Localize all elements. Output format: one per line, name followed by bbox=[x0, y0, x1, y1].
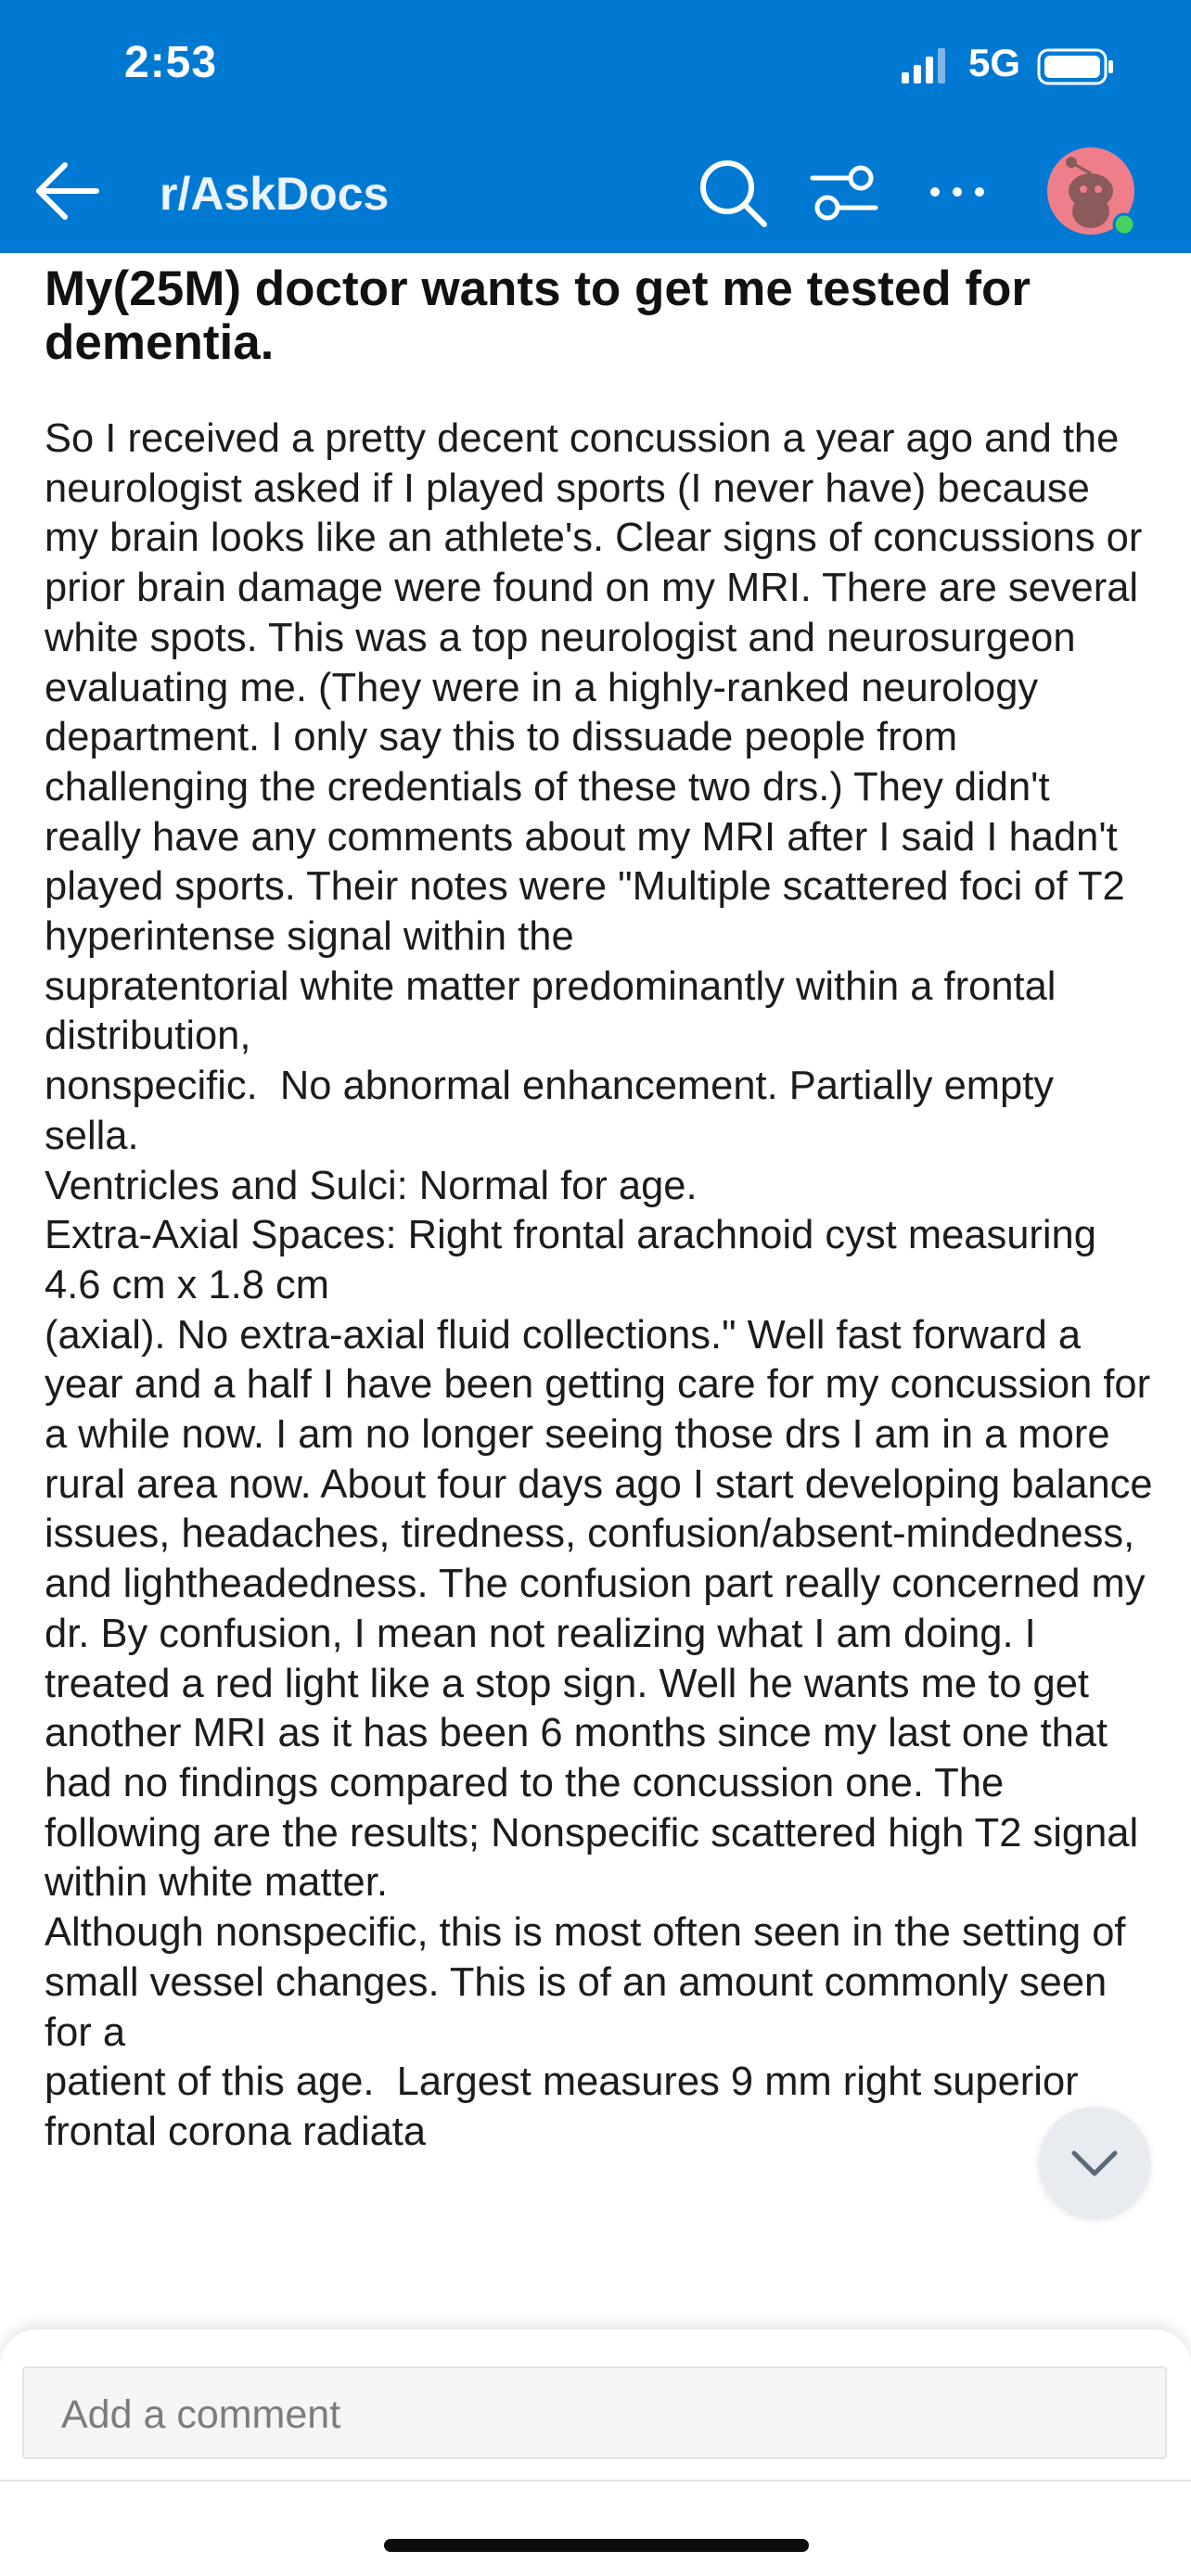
post-title: My(25M) doctor wants to get me tested for dementia. bbox=[45, 261, 1031, 370]
back-arrow-icon[interactable] bbox=[32, 156, 102, 226]
comment-input[interactable]: Add a comment bbox=[22, 2366, 1167, 2459]
sort-filter-icon[interactable] bbox=[807, 159, 881, 226]
network-label: 5G bbox=[968, 41, 1021, 84]
more-dots-icon[interactable] bbox=[922, 163, 992, 221]
search-icon[interactable] bbox=[696, 156, 770, 230]
subreddit-title[interactable]: r/AskDocs bbox=[160, 168, 390, 220]
home-indicator[interactable] bbox=[384, 2539, 809, 2552]
post-content[interactable] bbox=[0, 253, 1191, 2330]
online-status-dot bbox=[1114, 214, 1134, 235]
post-body: So I received a pretty decent concussion a year ago and the neurologist asked if I played sports (I never have) because my brain looks like an athlete's. Clear signs of concussions or prior brain damage were found on my MRI. There are several white spots. This was a top neurologist and neurosurgeon evaluating me. (They were in a highly-ranked neurology department. I only say this to dissuade people from challenging the credentials of these two drs.) They didn't really have any comments about my MRI after I said I hadn't played sports. Their notes were "Multiple scattered foci of T2 hyperintense signal within the supratentorial white matter predominantly within a frontal distribution, nonspecific. No abnormal enhancement. Partially empty sella. Ventricles and Sulci: Normal for age. Extra-Axial Spaces: Right frontal arachnoid cyst measuring 4.6 cm x 1.8 cm (axial). No extra-axial fluid collections." Well fast forward a year and a half I have been getting care for my concussion for a while now. I am no longer seeing those drs I am in a more rural area now. About four days ago I start developing balance issues, headaches, tiredness, confusion/absent-mindedness, and lightheadedness. The confusion part really concerned my dr. By confusion, I mean not realizing what I am doing. I treated a red light like a stop sign. Well he wants me to get another MRI as it has been 6 months since my last one that had no findings compared to the concussion one. The following are the results; Nonspecific scattered high T2 signal within white matter. Although nonspecific, this is most often seen in the setting of small vessel changes. This is of an amount commonly seen for a patient of this age. Largest measures 9 mm right superior frontal corona radiata bbox=[45, 416, 1153, 2154]
battery-icon bbox=[1037, 48, 1115, 85]
chevron-down-icon[interactable] bbox=[1039, 2107, 1150, 2218]
status-time: 2:53 bbox=[124, 38, 218, 87]
snoo-avatar-icon[interactable] bbox=[1046, 147, 1135, 236]
app-header bbox=[0, 0, 1191, 253]
signal-bars-icon bbox=[902, 48, 948, 85]
divider bbox=[0, 2480, 1191, 2481]
comment-bar bbox=[0, 2329, 1191, 2576]
